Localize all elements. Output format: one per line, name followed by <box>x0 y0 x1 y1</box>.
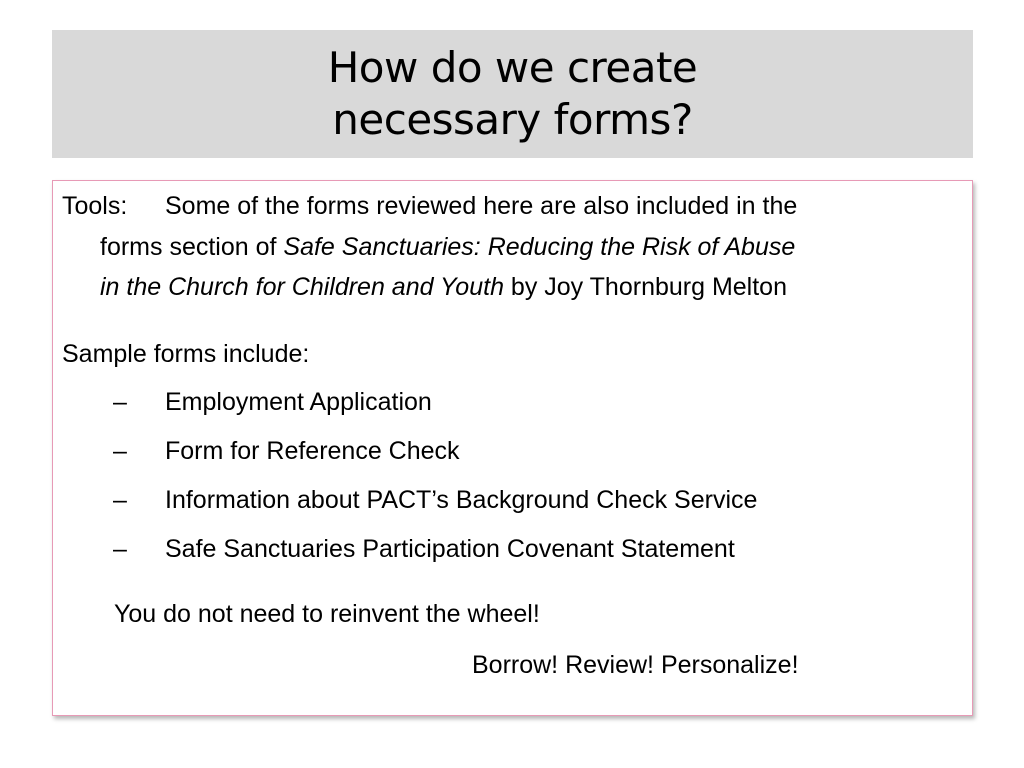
form-item-background-check: Information about PACT’s Background Check Service <box>165 486 758 514</box>
bullet-dash: – <box>113 388 127 416</box>
tools-text-line-1: Some of the forms reviewed here are also included in the <box>165 192 798 220</box>
tools-line-2-plain: forms section of <box>100 233 284 261</box>
tools-text-line-3 <box>100 271 787 303</box>
form-item-reference-check: Form for Reference Check <box>165 437 460 465</box>
form-item-covenant-statement: Safe Sanctuaries Participation Covenant Statement <box>165 535 735 563</box>
tools-label: Tools: <box>62 192 128 220</box>
book-title-part-1: Safe Sanctuaries: Reducing the Risk of Abuse <box>283 233 796 261</box>
book-title-part-2: in the Church for Children and Youth <box>100 273 504 301</box>
tagline: Borrow! Review! Personalize! <box>472 651 799 679</box>
tools-line-3-plain: by Joy Thornburg Melton <box>503 273 787 301</box>
tools-text-line-2 <box>100 231 795 263</box>
form-item-employment-application: Employment Application <box>165 388 432 416</box>
closing-line: You do not need to reinvent the wheel! <box>114 600 540 628</box>
sample-forms-intro: Sample forms include: <box>62 340 310 368</box>
bullet-dash: – <box>113 535 127 563</box>
bullet-dash: – <box>113 486 127 514</box>
bullet-dash: – <box>113 437 127 465</box>
slide-title-line-1: How do we create <box>327 43 698 92</box>
title-bar <box>52 30 973 158</box>
slide-title-line-2: necessary forms? <box>332 95 693 144</box>
